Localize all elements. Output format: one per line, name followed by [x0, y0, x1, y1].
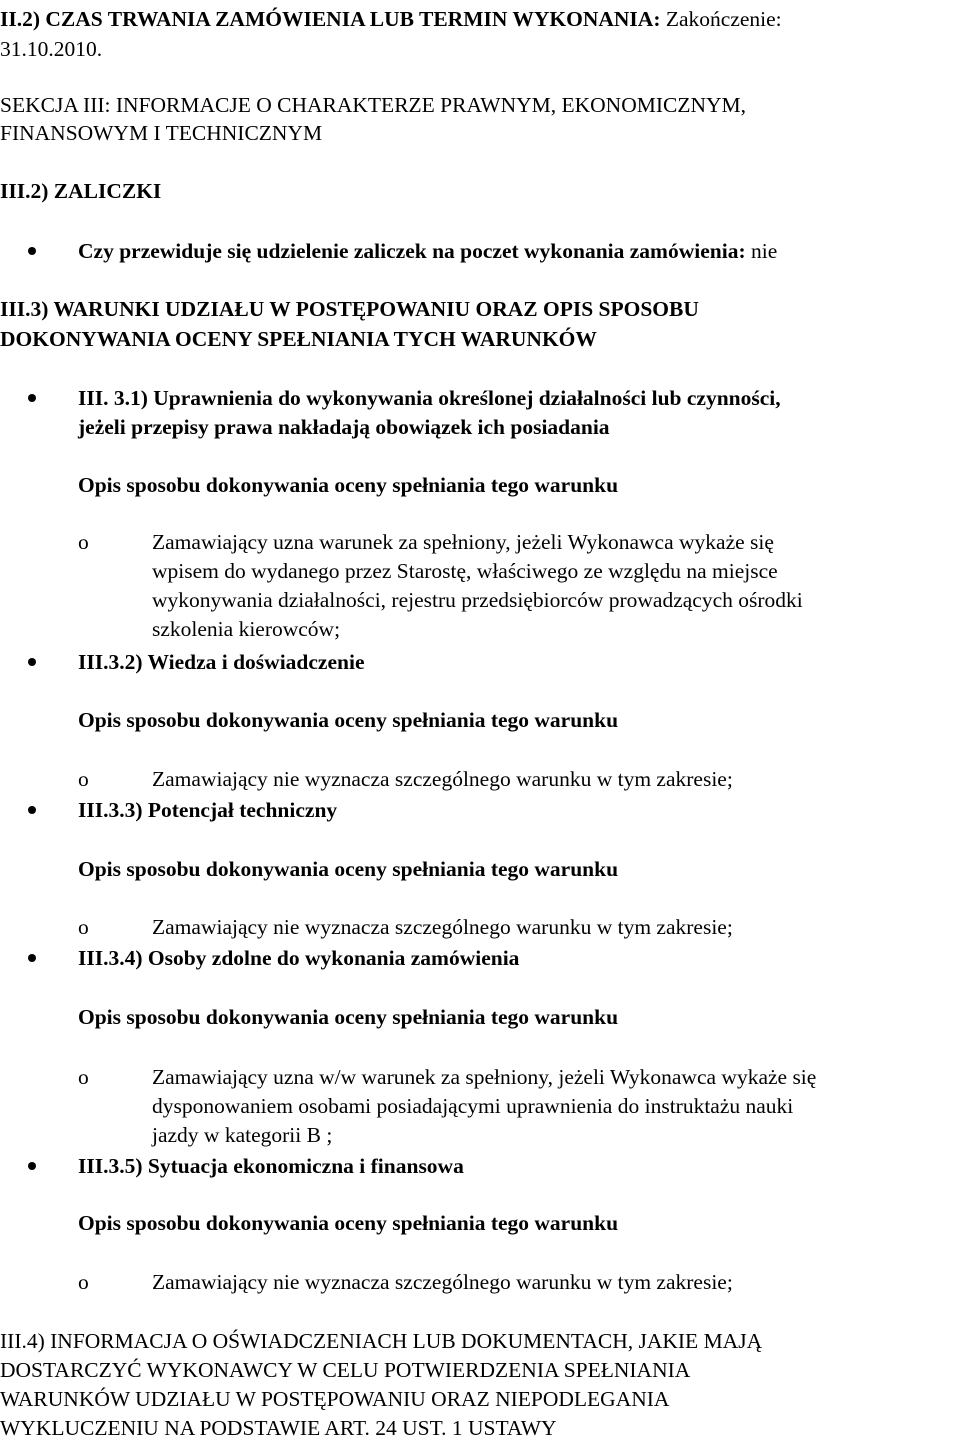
opis-label: Opis sposobu dokonywania oceny spełniania tego warunku [78, 708, 619, 732]
bullet-icon [28, 806, 36, 814]
iii34-desc-line2: dysponowaniem osobami posiadającymi uprawnienia do instruktażu nauki [152, 1094, 794, 1118]
iii4-heading-line1: III.4) INFORMACJA O OŚWIADCZENIACH LUB DOKUMENTACH, JAKIE MAJĄ [0, 1329, 763, 1353]
ii2-date: 31.10.2010. [0, 37, 103, 61]
iii33-desc: Zamawiający nie wyznacza szczególnego warunku w tym zakresie; [152, 915, 733, 939]
bullet-icon [28, 394, 36, 402]
ii2-label: II.2) CZAS TRWANIA ZAMÓWIENIA LUB TERMIN WYKONANIA: [0, 7, 661, 31]
opis-label: Opis sposobu dokonywania oceny spełniania tego warunku [78, 1211, 619, 1235]
iii34-desc-line1: Zamawiający uzna w/w warunek za spełniony, jeżeli Wykonawca wykaże się [152, 1065, 817, 1089]
circle-bullet-icon: o [78, 915, 89, 939]
iii32-desc: Zamawiający nie wyznacza szczególnego warunku w tym zakresie; [152, 767, 733, 791]
iii4-heading-line4: WYKLUCZENIU NA PODSTAWIE ART. 24 UST. 1 USTAWY [0, 1416, 557, 1440]
iii35-title: III.3.5) Sytuacja ekonomiczna i finansowa [78, 1154, 464, 1178]
bullet-icon [28, 954, 36, 962]
iii4-heading-line2: DOSTARCZYĆ WYKONAWCY W CELU POTWIERDZENIA SPEŁNIANIA [0, 1358, 691, 1382]
iii34-title: III.3.4) Osoby zdolne do wykonania zamówienia [78, 946, 520, 970]
ii2-line [0, 4, 782, 34]
opis-label: Opis sposobu dokonywania oceny spełniania tego warunku [78, 473, 619, 497]
iii33-title: III.3.3) Potencjał techniczny [78, 798, 338, 822]
iii2-question: Czy przewiduje się udzielenie zaliczek na poczet wykonania zamówienia: [78, 239, 746, 263]
iii31-title-line2: jeżeli przepisy prawa nakładają obowiązek ich posiadania [78, 415, 610, 439]
circle-bullet-icon: o [78, 767, 89, 791]
ii2-value-prefix: Zakończenie: [665, 7, 782, 31]
iii3-heading-line2: DOKONYWANIA OCENY SPEŁNIANIA TYCH WARUNKÓW [0, 327, 597, 351]
iii2-answer: nie [750, 239, 778, 263]
iii31-desc-line3: wykonywania działalności, rejestru przedsiębiorców prowadzących ośrodki [152, 588, 803, 612]
section3-heading-line1: SEKCJA III: INFORMACJE O CHARAKTERZE PRAWNYM, EKONOMICZNYM, [0, 93, 747, 117]
bullet-icon [28, 247, 36, 255]
bullet-icon [28, 1162, 36, 1170]
circle-bullet-icon: o [78, 1065, 89, 1089]
iii35-desc: Zamawiający nie wyznacza szczególnego warunku w tym zakresie; [152, 1270, 733, 1294]
opis-label: Opis sposobu dokonywania oceny spełniania tego warunku [78, 1005, 619, 1029]
iii2-heading: III.2) ZALICZKI [0, 179, 162, 203]
bullet-icon [28, 658, 36, 666]
iii31-title-line1: III. 3.1) Uprawnienia do wykonywania określonej działalności lub czynności, [78, 386, 781, 410]
circle-bullet-icon: o [78, 1270, 89, 1294]
iii32-title: III.3.2) Wiedza i doświadczenie [78, 650, 365, 674]
iii31-desc-line4: szkolenia kierowców; [152, 617, 341, 641]
iii34-desc-line3: jazdy w kategorii B ; [152, 1123, 333, 1147]
iii31-desc-line1: Zamawiający uzna warunek za spełniony, jeżeli Wykonawca wykaże się [152, 530, 774, 554]
iii3-heading-line1: III.3) WARUNKI UDZIAŁU W POSTĘPOWANIU ORAZ OPIS SPOSOBU [0, 297, 699, 321]
iii4-heading-line3: WARUNKÓW UDZIAŁU W POSTĘPOWANIU ORAZ NIEPODLEGANIA [0, 1387, 670, 1411]
circle-bullet-icon: o [78, 530, 89, 554]
opis-label: Opis sposobu dokonywania oceny spełniania tego warunku [78, 857, 619, 881]
section3-heading-line2: FINANSOWYM I TECHNICZNYM [0, 121, 323, 145]
iii2-question-line [78, 236, 777, 266]
iii31-desc-line2: wpisem do wydanego przez Starostę, właściwego ze względu na miejsce [152, 559, 778, 583]
